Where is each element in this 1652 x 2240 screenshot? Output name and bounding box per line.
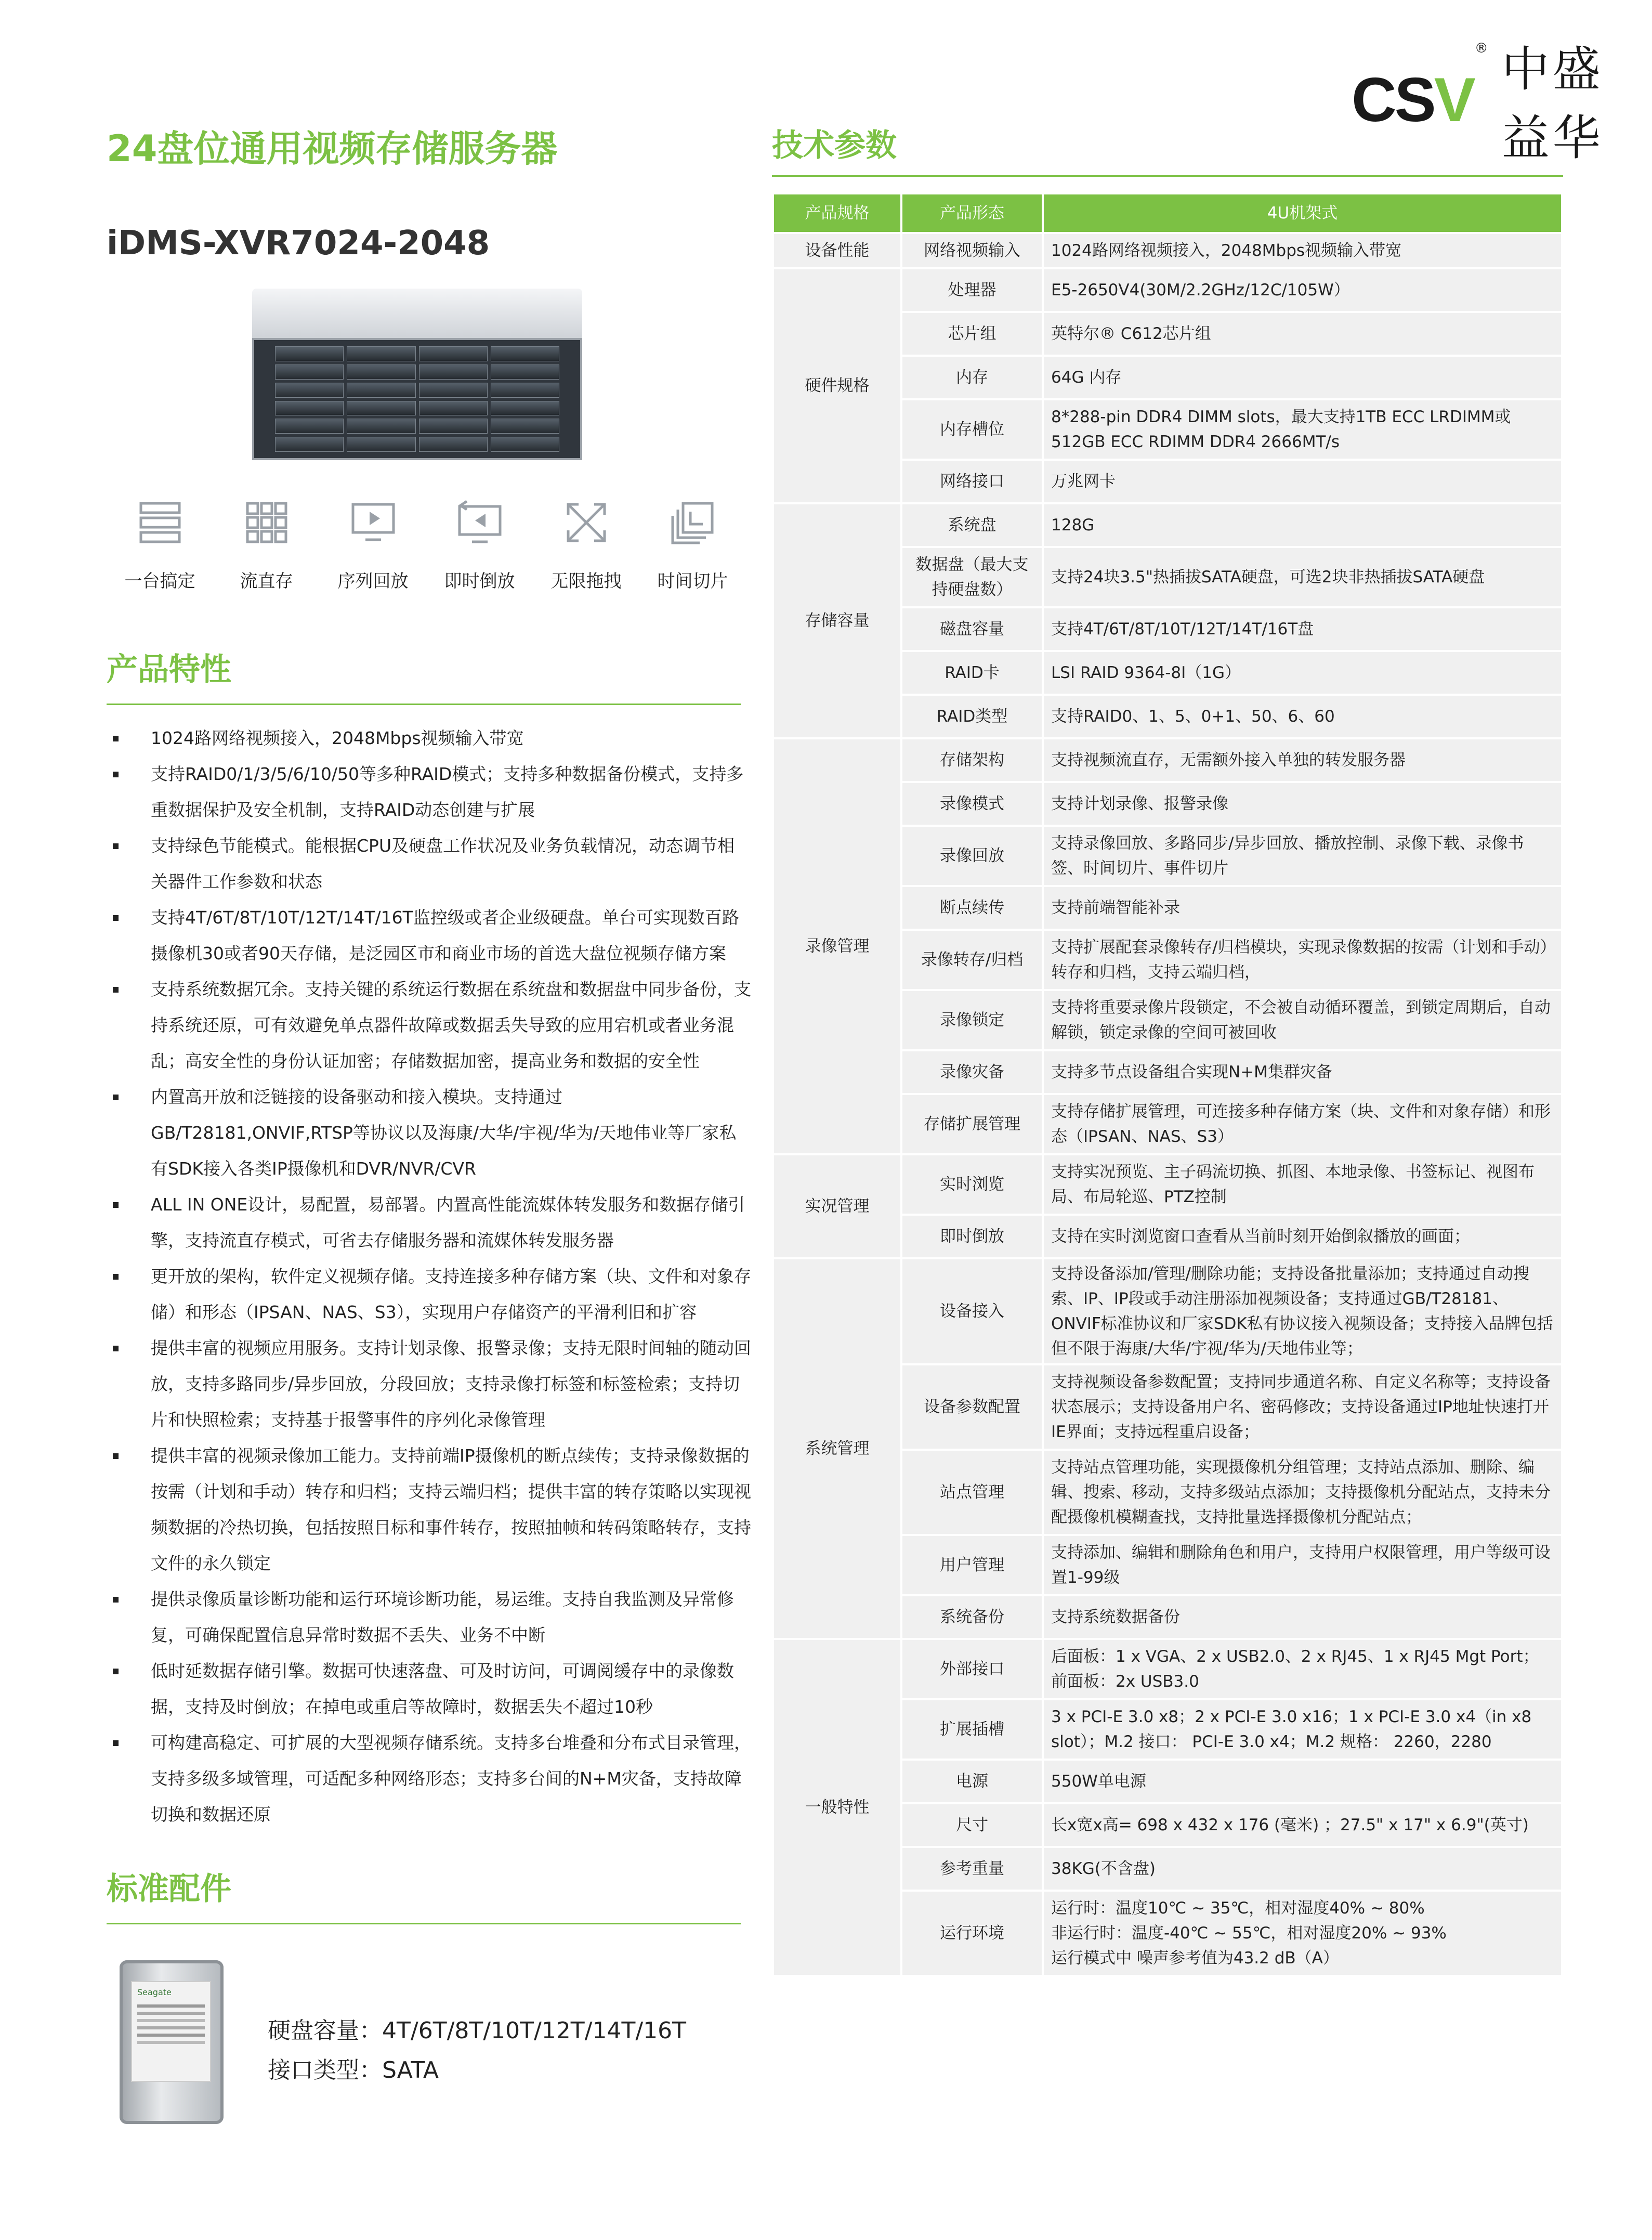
- spec-group-label: 实况管理: [774, 1155, 900, 1257]
- monitor-rewind-icon: [456, 499, 503, 546]
- drive-bay: [347, 437, 415, 452]
- drive-bay: [419, 437, 488, 452]
- spec-item-label: 电源: [902, 1761, 1042, 1802]
- list-item: 更开放的架构，软件定义视频存储。支持连接多种存储方案（块、文件和对象存储）和形态（IPSAN、NAS、S3），实现用户存储资产的平滑利旧和扩容: [107, 1258, 751, 1330]
- spec-item-value: 3 x PCI-E 3.0 x8；2 x PCI-E 3.0 x16；1 x PCI-E 3.0 x4（in x8 slot）；M.2 接口： PCI-E 3.0 x4；M.2 规格： 2260，2280: [1044, 1700, 1561, 1759]
- drive-bay: [275, 364, 344, 380]
- list-item: 提供丰富的视频应用服务。支持计划录像、报警录像；支持无限时间轴的随动回放，支持多路同步/异步回放，分段回放；支持录像打标签和标签检索；支持切片和快照检索；支持基于报警事件的序列化录像管理: [107, 1330, 751, 1438]
- features-heading: 产品特性: [107, 652, 231, 688]
- spec-item-label: 设备接入: [902, 1259, 1042, 1363]
- spec-item-value: 支持添加、编辑和删除角色和用户，支持用户权限管理，用户等级可设置1-99级: [1044, 1536, 1561, 1594]
- feature-icon-item: 时间切片: [639, 499, 746, 592]
- spec-item-value: 550W单电源: [1044, 1761, 1561, 1802]
- layers-icon: [670, 499, 716, 546]
- spec-item-value: E5-2650V4(30M/2.2GHz/12C/105W）: [1044, 269, 1561, 311]
- spec-item-label: 站点管理: [902, 1451, 1042, 1534]
- spec-item-label: 数据盘（最大支持硬盘数）: [902, 548, 1042, 606]
- product-model: iDMS-XVR7024-2048: [107, 224, 490, 263]
- table-header-row: 产品规格 产品形态 4U机架式: [774, 194, 1561, 232]
- feature-icon-item: 序列回放: [320, 499, 426, 592]
- brand-logo: CSV ® 中盛益华: [1352, 31, 1652, 168]
- drive-bay: [491, 383, 559, 398]
- spec-item-label: 断点续传: [902, 887, 1042, 929]
- spec-item-label: 存储扩展管理: [902, 1095, 1042, 1153]
- drive-bay: [275, 346, 344, 361]
- spec-item-value: 支持24块3.5"热插拔SATA硬盘，可选2块非热插拔SATA硬盘: [1044, 548, 1561, 606]
- list-item: 支持4T/6T/8T/10T/12T/14T/16T监控级或者企业级硬盘。单台可实现数百路摄像机30或者90天存储，是泛园区市和商业市场的首选大盘位视频存储方案: [107, 900, 751, 971]
- features-divider: [107, 704, 741, 705]
- hdd-interface: 接口类型：SATA: [268, 2057, 439, 2083]
- drive-bay: [275, 383, 344, 398]
- feature-icons-row: [107, 499, 746, 592]
- table-row: [774, 504, 1561, 546]
- spec-item-value: 支持将重要录像片段锁定，不会被自动循环覆盖，到锁定周期后，自动解锁，锁定录像的空间可被回收: [1044, 991, 1561, 1049]
- spec-item-label: 系统备份: [902, 1596, 1042, 1638]
- spec-item-value: 英特尔® C612芯片组: [1044, 313, 1561, 355]
- list-item: 支持RAID0/1/3/5/6/10/50等多种RAID模式；支持多种数据备份模式，支持多重数据保护及安全机制，支持RAID动态创建与扩展: [107, 756, 751, 828]
- spec-item-value: 支持视频设备参数配置；支持同步通道名称、自定义名称等；支持设备状态展示；支持设备用户名、密码修改；支持设备通过IP地址快速打开IE界面；支持远程重启设备；: [1044, 1365, 1561, 1449]
- drive-bay: [347, 401, 415, 416]
- drive-bay: [419, 364, 488, 380]
- feature-list: [107, 720, 751, 1832]
- table-row: [774, 739, 1561, 781]
- drive-bay: [491, 419, 559, 434]
- accessories-heading: 标准配件: [107, 1871, 231, 1907]
- spec-table: [772, 192, 1563, 1977]
- brand-name: 中盛益华: [1501, 42, 1604, 166]
- expand-arrows-icon: [563, 499, 610, 546]
- spec-item-label: 录像灾备: [902, 1051, 1042, 1093]
- table-row: [774, 269, 1561, 311]
- spec-item-label: 磁盘容量: [902, 608, 1042, 650]
- drive-bay: [491, 364, 559, 380]
- spec-item-value: 支持站点管理功能，实现摄像机分组管理；支持站点添加、删除、编辑、搜索、移动，支持多级站点添加；支持摄像机分配站点，支持未分配摄像机模糊查找，支持批量选择摄像机分配站点；: [1044, 1451, 1561, 1534]
- drive-bay: [419, 346, 488, 361]
- spec-item-value: LSI RAID 9364-8I（1G）: [1044, 652, 1561, 694]
- accessories-divider: [107, 1923, 741, 1924]
- spec-item-label: RAID类型: [902, 696, 1042, 737]
- drive-bay: [491, 401, 559, 416]
- product-header: [107, 120, 736, 263]
- list-item: 支持绿色节能模式。能根据CPU及硬盘工作状况及业务负载情况，动态调节相关器件工作参数和状态: [107, 828, 751, 900]
- spec-item-label: 录像锁定: [902, 991, 1042, 1049]
- grid-icon: [243, 499, 290, 546]
- spec-item-value: 38KG(不含盘): [1044, 1848, 1561, 1890]
- table-row: 设备性能 网络视频输入 1024路网络视频接入，2048Mbps视频输入带宽: [774, 234, 1561, 267]
- drive-bay: [491, 437, 559, 452]
- spec-item-value: 支持多节点设备组合实现N+M集群灾备: [1044, 1051, 1561, 1093]
- spec-heading: 技术参数: [772, 127, 897, 164]
- feature-icon-item: 流直存: [213, 499, 320, 592]
- list-item: ALL IN ONE设计，易配置，易部署。内置高性能流媒体转发服务和数据存储引擎，支持流直存模式，可省去存储服务器和流媒体转发服务器: [107, 1187, 751, 1258]
- feature-icon-item: 一台搞定: [107, 499, 213, 592]
- drive-bay: [275, 437, 344, 452]
- spec-item-value: 支持系统数据备份: [1044, 1596, 1561, 1638]
- spec-item-value: 支持4T/6T/8T/10T/12T/14T/16T盘: [1044, 608, 1561, 650]
- spec-item-value: 支持视频流直存，无需额外接入单独的转发服务器: [1044, 739, 1561, 781]
- drive-bay: [347, 364, 415, 380]
- drive-bay: [347, 419, 415, 434]
- spec-item-label: 处理器: [902, 269, 1042, 311]
- spec-item-value: 支持在实时浏览窗口查看从当前时刻开始倒叙播放的画面；: [1044, 1216, 1561, 1257]
- hdd-specs: [268, 2011, 686, 2090]
- list-item: 低时延数据存储引擎。数据可快速落盘、可及时访问，可调阅缓存中的录像数据，支持及时倒放；在掉电或重启等故障时，数据丢失不超过10秒: [107, 1653, 751, 1725]
- spec-item-label: 外部接口: [902, 1640, 1042, 1698]
- spec-item-value: 支持存储扩展管理，可连接多种存储方案（块、文件和对象存储）和形态（IPSAN、NAS、S3）: [1044, 1095, 1561, 1153]
- spec-group-label: 一般特性: [774, 1640, 900, 1975]
- brand-mark: CSV: [1352, 65, 1474, 135]
- table-row: [774, 1640, 1561, 1698]
- spec-item-value: 万兆网卡: [1044, 461, 1561, 502]
- monitor-play-icon: [350, 499, 397, 546]
- drive-bay: [275, 419, 344, 434]
- spec-item-label: 内存槽位: [902, 400, 1042, 459]
- spec-item-label: 录像模式: [902, 783, 1042, 825]
- spec-item-label: 即时倒放: [902, 1216, 1042, 1257]
- spec-group-label: 硬件规格: [774, 269, 900, 502]
- feature-icon-item: 即时倒放: [426, 499, 533, 592]
- drive-bay: [419, 401, 488, 416]
- spec-item-label: 设备参数配置: [902, 1365, 1042, 1449]
- spec-item-label: 运行环境: [902, 1892, 1042, 1975]
- list-item: 提供录像质量诊断功能和运行环境诊断功能，易运维。支持自我监测及异常修复，可确保配置信息异常时数据不丢失、业务不中断: [107, 1581, 751, 1653]
- spec-item-value: 支持RAID0、1、5、0+1、50、6、60: [1044, 696, 1561, 737]
- spec-group-label: 存储容量: [774, 504, 900, 737]
- spec-item-value: 支持计划录像、报警录像: [1044, 783, 1561, 825]
- drive-bay: [419, 383, 488, 398]
- drive-bay: [275, 401, 344, 416]
- table-row: [774, 1155, 1561, 1214]
- spec-item-value: 运行时：温度10℃ ~ 35℃，相对湿度40% ~ 80% 非运行时：温度-40℃ ~ 55℃，相对湿度20% ~ 93% 运行模式中 噪声参考值为43.2 dB（A）: [1044, 1892, 1561, 1975]
- list-item: 1024路网络视频接入，2048Mbps视频输入带宽: [107, 720, 751, 756]
- spec-item-label: 存储架构: [902, 739, 1042, 781]
- spec-item-value: 支持前端智能补录: [1044, 887, 1561, 929]
- spec-item-label: 系统盘: [902, 504, 1042, 546]
- spec-item-label: 录像回放: [902, 827, 1042, 885]
- table-row: [774, 1259, 1561, 1363]
- spec-item-label: 尺寸: [902, 1804, 1042, 1846]
- server-image: [252, 289, 582, 460]
- spec-item-value: 支持设备添加/管理/删除功能；支持设备批量添加；支持通过自动搜索、IP、IP段或手动注册添加视频设备；支持通过GB/T28181、ONVIF标准协议和厂家SDK私有协议接入视频设备；支持接入品牌包括但不限于海康/大华/宇视/华为/天地伟业等；: [1044, 1259, 1561, 1363]
- spec-group-label: 录像管理: [774, 739, 900, 1153]
- spec-item-value: 8*288-pin DDR4 DIMM slots，最大支持1TB ECC LRDIMM或512GB ECC RDIMM DDR4 2666MT/s: [1044, 400, 1561, 459]
- spec-item-value: 64G 内存: [1044, 357, 1561, 398]
- spec-item-label: RAID卡: [902, 652, 1042, 694]
- spec-item-label: 内存: [902, 357, 1042, 398]
- spec-item-value: 后面板：1 x VGA、2 x USB2.0、2 x RJ45、1 x RJ45 Mgt Port；前面板：2x USB3.0: [1044, 1640, 1561, 1698]
- hdd-capacity: 硬盘容量：4T/6T/8T/10T/12T/14T/16T: [268, 2017, 687, 2044]
- spec-item-label: 芯片组: [902, 313, 1042, 355]
- list-item: 提供丰富的视频录像加工能力。支持前端IP摄像机的断点续传；支持录像数据的按需（计划和手动）转存和归档；支持云端归档；提供丰富的转存策略以实现视频数据的冷热切换，包括按照目标和事件转存，按照抽帧和转码策略转存，支持文件的永久锁定: [107, 1438, 751, 1581]
- spec-item-label: 参考重量: [902, 1848, 1042, 1890]
- list-item: 内置高开放和泛链接的设备驱动和接入模块。支持通过GB/T28181,ONVIF,RTSP等协议以及海康/大华/宇视/华为/天地伟业等厂家私有SDK接入各类IP摄像机和DVR/NVR/CVR: [107, 1079, 751, 1187]
- spec-divider: [772, 175, 1563, 177]
- spec-group-label: 系统管理: [774, 1259, 900, 1638]
- spec-item-label: 录像转存/归档: [902, 931, 1042, 989]
- drive-bay: [347, 383, 415, 398]
- product-title: 24盘位通用视频存储服务器: [107, 127, 558, 170]
- drive-bay: [419, 419, 488, 434]
- spec-item-value: 支持实况预览、主子码流切换、抓图、本地录像、书签标记、视图布局、布局轮巡、PTZ控制: [1044, 1155, 1561, 1214]
- list-item: 支持系统数据冗余。支持关键的系统运行数据在系统盘和数据盘中同步备份，支持系统还原，可有效避免单点器件故障或数据丢失导致的应用宕机或者业务混乱；高安全性的身份认证加密；存储数据加密，提高业务和数据的安全性: [107, 971, 751, 1079]
- spec-item-value: 128G: [1044, 504, 1561, 546]
- spec-item-label: 网络接口: [902, 461, 1042, 502]
- spec-item-value: 支持扩展配套录像转存/归档模块，实现录像数据的按需（计划和手动）转存和归档，支持云端归档，: [1044, 931, 1561, 989]
- feature-icon-item: 无限拖拽: [533, 499, 639, 592]
- stack-icon: [137, 499, 183, 546]
- spec-item-value: 支持录像回放、多路同步/异步回放、播放控制、录像下载、录像书签、时间切片、事件切片: [1044, 827, 1561, 885]
- drive-bay: [491, 346, 559, 361]
- spec-item-value: 长x宽x高= 698 x 432 x 176 (毫米) ；27.5" x 17" x 6.9"(英寸): [1044, 1804, 1561, 1846]
- spec-item-label: 用户管理: [902, 1536, 1042, 1594]
- spec-item-label: 实时浏览: [902, 1155, 1042, 1214]
- drive-bay: [347, 346, 415, 361]
- list-item: 可构建高稳定、可扩展的大型视频存储系统。支持多台堆叠和分布式目录管理，支持多级多域管理，可适配多种网络形态；支持多台间的N+M灾备，支持故障切换和数据还原: [107, 1725, 751, 1832]
- hdd-image: Seagate: [120, 1960, 224, 2124]
- spec-item-label: 扩展插槽: [902, 1700, 1042, 1759]
